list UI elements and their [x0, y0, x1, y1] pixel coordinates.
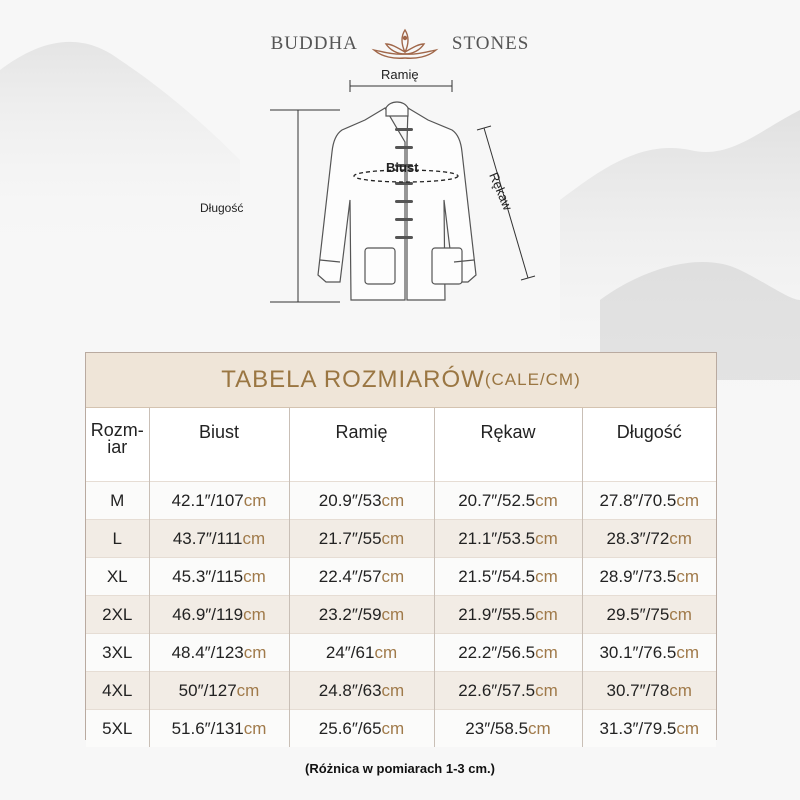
size-cell: 5XL [86, 710, 149, 748]
length-cell [582, 520, 716, 558]
brand-name-left: BUDDHA [270, 33, 358, 54]
table-title [86, 353, 716, 408]
table-header-row [86, 408, 716, 482]
size-cell: M [86, 482, 149, 520]
bust-cell [149, 634, 289, 672]
jacket-collar [386, 102, 408, 116]
length-value: 30.1″/76.5 [599, 642, 677, 662]
unit-cm: cm [528, 718, 551, 738]
header-bust: Biust [149, 408, 289, 482]
length-value: 28.3″/72 [606, 528, 670, 548]
bust-cell [149, 596, 289, 634]
sleeve-cell [434, 634, 582, 672]
unit-cm: cm [381, 566, 405, 586]
unit-cm: cm [243, 642, 267, 662]
header-shoulder: Ramię [289, 408, 434, 482]
shoulder-cell [289, 634, 434, 672]
bust-value: 45.3″/115 [172, 566, 244, 586]
unit-cm: cm [243, 718, 267, 738]
unit-cm: cm [676, 490, 700, 510]
unit-cm: cm [676, 718, 700, 738]
table-row [86, 482, 716, 520]
table-row [86, 596, 716, 634]
bust-value: 48.4″/123 [171, 642, 244, 662]
unit-cm: cm [381, 528, 405, 548]
size-cell: XL [86, 558, 149, 596]
sleeve-value: 23″/58.5 [465, 718, 529, 738]
unit-cm: cm [535, 642, 558, 662]
length-cell [582, 710, 716, 748]
bust-cell [149, 558, 289, 596]
size-cell: 2XL [86, 596, 149, 634]
length-value: 31.3″/79.5 [599, 718, 677, 738]
length-cell [582, 672, 716, 710]
unit-cm: cm [243, 490, 267, 510]
sleeve-cell [434, 672, 582, 710]
table-row [86, 520, 716, 558]
size-table [86, 408, 716, 747]
sleeve-value: 21.1″/53.5 [458, 528, 536, 548]
header-size: Rozm-iar [86, 408, 149, 482]
unit-cm: cm [535, 566, 558, 586]
unit-cm: cm [535, 604, 558, 624]
shoulder-cell [289, 558, 434, 596]
unit-cm: cm [669, 604, 692, 624]
sleeve-cell [434, 710, 582, 748]
sleeve-cell [434, 596, 582, 634]
shoulder-cell [289, 710, 434, 748]
sleeve-value: 21.5″/54.5 [458, 566, 536, 586]
sleeve-cell [434, 520, 582, 558]
length-value: 27.8″/70.5 [599, 490, 677, 510]
header-sleeve: Rękaw [434, 408, 582, 482]
brand-header [0, 24, 800, 64]
unit-cm: cm [535, 680, 558, 700]
length-cell [582, 634, 716, 672]
shoulder-value: 21.7″/55 [318, 528, 382, 548]
size-cell: 3XL [86, 634, 149, 672]
unit-cm: cm [381, 490, 405, 510]
shoulder-value: 24.8″/63 [318, 680, 382, 700]
unit-cm: cm [676, 642, 700, 662]
table-row [86, 710, 716, 748]
bust-value: 46.9″/119 [172, 604, 244, 624]
table-row [86, 634, 716, 672]
unit-cm: cm [669, 528, 692, 548]
length-cell [582, 482, 716, 520]
unit-cm: cm [381, 718, 405, 738]
shoulder-cell [289, 520, 434, 558]
bust-cell [149, 482, 289, 520]
shoulder-label: Ramię [381, 67, 419, 82]
bust-cell [149, 710, 289, 748]
table-row [86, 558, 716, 596]
shoulder-value: 20.9″/53 [318, 490, 382, 510]
unit-cm: cm [381, 680, 405, 700]
sleeve-value: 21.9″/55.5 [458, 604, 536, 624]
unit-cm: cm [236, 680, 260, 700]
length-cell [582, 558, 716, 596]
unit-cm: cm [535, 528, 558, 548]
sleeve-value: 20.7″/52.5 [458, 490, 536, 510]
bust-value: 51.6″/131 [171, 718, 244, 738]
shoulder-cell [289, 482, 434, 520]
length-cell [582, 596, 716, 634]
shoulder-cell [289, 596, 434, 634]
unit-cm: cm [381, 604, 405, 624]
unit-cm: cm [676, 566, 700, 586]
lotus-buddha-logo-icon [368, 24, 442, 64]
unit-cm: cm [669, 680, 692, 700]
unit-cm: cm [535, 490, 558, 510]
table-row [86, 672, 716, 710]
sleeve-cell [434, 482, 582, 520]
sleeve-label: Rękaw [486, 170, 516, 213]
shoulder-cell [289, 672, 434, 710]
unit-cm: cm [242, 528, 266, 548]
bust-value: 43.7″/111 [172, 528, 243, 548]
length-value: 28.9″/73.5 [599, 566, 677, 586]
bust-value: 50″/127 [178, 680, 237, 700]
header-length: Długość [582, 408, 716, 482]
bust-cell [149, 672, 289, 710]
jacket-measurement-diagram [190, 60, 570, 320]
sleeve-value: 22.2″/56.5 [458, 642, 536, 662]
shoulder-value: 23.2″/59 [318, 604, 382, 624]
unit-cm: cm [243, 566, 266, 586]
shoulder-value: 25.6″/65 [318, 718, 382, 738]
table-title-text: TABELA ROZMIARÓW [221, 366, 485, 393]
sleeve-cell [434, 558, 582, 596]
shoulder-value: 22.4″/57 [318, 566, 382, 586]
size-cell: 4XL [86, 672, 149, 710]
size-cell: L [86, 520, 149, 558]
bust-label: Biust [386, 160, 419, 175]
sleeve-value: 22.6″/57.5 [458, 680, 536, 700]
length-value: 29.5″/75 [606, 604, 670, 624]
brand-name-right: STONES [451, 33, 530, 54]
unit-cm: cm [243, 604, 266, 624]
jacket-pocket-right [432, 248, 462, 284]
bust-value: 42.1″/107 [171, 490, 244, 510]
table-title-unit: (CALE/CM) [484, 370, 581, 389]
unit-cm: cm [374, 642, 398, 662]
measurement-difference-note: (Różnica w pomiarach 1-3 cm.) [305, 761, 495, 776]
bust-cell [149, 520, 289, 558]
length-label: Długość [200, 201, 244, 215]
length-value: 30.7″/78 [606, 680, 670, 700]
size-chart-table [85, 352, 717, 740]
shoulder-value: 24″/61 [325, 642, 375, 662]
jacket-pocket-left [365, 248, 395, 284]
